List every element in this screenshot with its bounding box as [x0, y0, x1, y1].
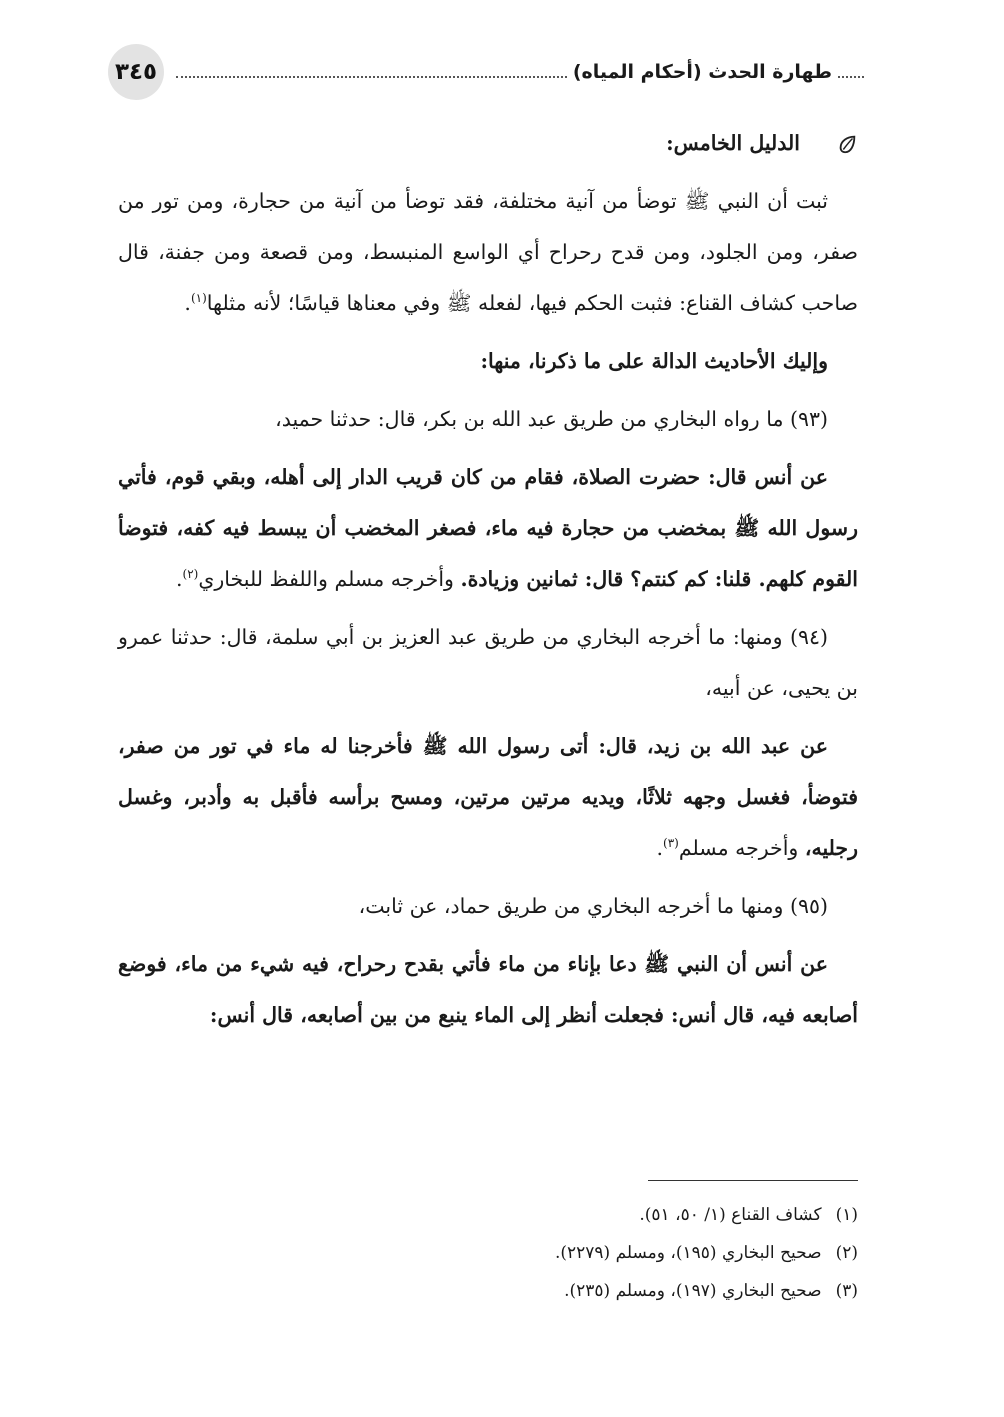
hadith-93-chain	[118, 394, 858, 445]
running-title: طهارة الحدث (أحكام المياه)	[572, 61, 832, 83]
footnote-text: صحيح البخاري (١٩٧)، ومسلم (٢٣٥).	[564, 1281, 822, 1301]
footnote-number: (٣)	[835, 1281, 858, 1301]
paragraph-intro-text: وإليك الأحاديث الدالة على ما ذكرنا، منها:	[480, 349, 828, 373]
leaf-ornament-icon	[836, 133, 858, 155]
footnote-item	[118, 1196, 858, 1234]
hadith-93-matn: عن أنس قال: حضرت الصلاة، فقام من كان قريب الدار إلى أهله، وبقي قوم، فأتي رسول الله ﷺ بمخضب من حجارة فيه ماء، فصغر المخضب أن يبسط فيه كفه، فتوضأ القوم كلهم. قلنا: كم كنتم؟ قال: ثمانين وزيادة.	[118, 465, 858, 591]
footnote-ref-1: (١)	[190, 291, 207, 306]
paragraph-end-mark: .	[184, 291, 191, 315]
paragraph-end-mark: .	[656, 836, 664, 860]
hadith-93-chain-text: (٩٣) ما رواه البخاري من طريق عبد الله بن بكر، قال: حدثنا حميد،	[275, 407, 828, 431]
paragraph-end-mark: .	[175, 567, 183, 591]
dotted-leader-left	[176, 76, 567, 78]
hadith-93-text	[118, 452, 858, 605]
footnotes	[118, 1196, 858, 1310]
section-heading	[118, 118, 858, 169]
section-title: الدليل الخامس:	[666, 131, 800, 155]
hadith-94-chain-text: (٩٤) ومنها: ما أخرجه البخاري من طريق عبد العزيز بن أبي سلمة، قال: حدثنا عمرو بن يحيى، عن أبيه،	[118, 625, 858, 700]
footnote-ref-3: (٣)	[663, 836, 679, 851]
hadith-95-matn: عن أنس أن النبي ﷺ دعا بإناء من ماء فأتي بقدح رحراح، فيه شيء من ماء، فوضع أصابعه فيه، قال أنس: فجعلت أنظر إلى الماء ينبع من بين أصابعه، قال أنس:	[118, 952, 858, 1027]
hadith-95-chain	[118, 881, 858, 932]
hadith-94-text	[118, 721, 858, 874]
footnote-ref-2: (٢)	[182, 567, 199, 582]
hadith-93-source: وأخرجه مسلم واللفظ للبخاري	[198, 567, 461, 591]
footnote-number: (١)	[835, 1205, 858, 1225]
footnote-item	[118, 1272, 858, 1310]
hadith-94-source: وأخرجه مسلم	[678, 836, 805, 860]
paragraph-evidence-text: ثبت أن النبي ﷺ توضأ من آنية مختلفة، فقد توضأ من آنية من حجارة، ومن تور من صفر، ومن الجلود، ومن قدح رحراح أي الواسع المنبسط، ومن قصعة ومن جفنة، قال صاحب كشاف القناع: فثبت الحكم فيها، لفعله ﷺ وفي معناها قياسًا؛ لأنه مثلها	[118, 189, 858, 315]
hadith-94-chain	[118, 612, 858, 714]
footnote-number: (٢)	[835, 1243, 858, 1263]
hadith-95-text	[118, 939, 858, 1041]
page-header	[108, 44, 864, 100]
page-body	[118, 118, 858, 1048]
page-number-badge	[108, 44, 164, 100]
running-head	[176, 56, 864, 88]
page-number: ٣٤٥	[114, 59, 158, 85]
footnote-text: كشاف القناع (١/ ٥٠، ٥١).	[639, 1205, 822, 1225]
paragraph-intro	[118, 336, 858, 387]
footnote-separator	[648, 1180, 858, 1181]
hadith-95-chain-text: (٩٥) ومنها ما أخرجه البخاري من طريق حماد، عن ثابت،	[358, 894, 828, 918]
footnote-text: صحيح البخاري (١٩٥)، ومسلم (٢٢٧٩).	[554, 1243, 822, 1263]
dotted-leader-right	[838, 76, 864, 78]
hadith-94-matn: عن عبد الله بن زيد، قال: أتى رسول الله ﷺ فأخرجنا له ماء في تور من صفر، فتوضأ، فغسل وجهه ثلاثًا، ويديه مرتين مرتين، ومسح برأسه فأقبل به وأدبر، وغسل رجليه،	[118, 734, 858, 860]
footnote-item	[118, 1234, 858, 1272]
paragraph-evidence	[118, 176, 858, 329]
